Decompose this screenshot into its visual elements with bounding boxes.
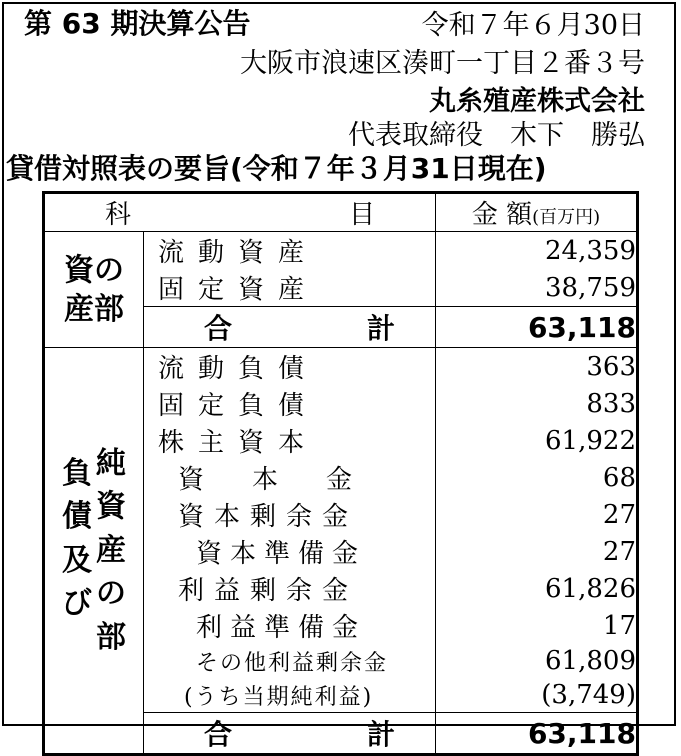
group-char: 産 [96,532,126,568]
company-address: 大阪市浪速区湊町一丁目２番３号 [240,48,645,79]
liability-row-label: 固定負債 [144,385,436,422]
liability-row-label: 利益準備金 [144,607,436,644]
representative: 代表取締役 木下 勝弘 [348,120,645,151]
group-char: び [62,586,92,622]
table-row [44,232,638,270]
header-item-left: 科 [105,200,132,230]
header-item [44,193,436,232]
company-name: 丸糸殖産株式会社 [429,86,645,117]
header-amount [436,193,638,232]
header-unit: (百万円) [532,207,601,228]
liability-row-label: 株主資本 [144,422,436,459]
assets-group-line1: 資の [64,252,124,288]
group-char: 及 [62,542,92,578]
group-char: 債 [62,499,92,535]
liability-row-value: 17 [436,607,638,644]
asset-row-value: 24,359 [436,232,638,270]
liability-row-label: 資本準備金 [144,533,436,570]
group-char: 純 [96,445,126,481]
liability-row-label: 資本剰余金 [144,496,436,533]
liability-row-value: 61,809 [436,644,638,678]
group-char: 負 [62,455,92,491]
assets-total-value: 63,118 [436,307,638,348]
group-char: 部 [96,619,126,655]
liabilities-total-label: 合 計 [144,713,436,755]
liability-row-value: 68 [436,459,638,496]
assets-group-label [44,232,144,348]
liability-row-value: 833 [436,385,638,422]
liability-row-label: 資本金 [144,459,436,496]
group-char: 資 [96,489,126,525]
balance-sheet-title: 貸借対照表の要旨(令和７年３月31日現在) [6,152,547,185]
group-char: の [96,576,126,612]
liability-row-value: 61,922 [436,422,638,459]
asset-row-label: 固定資産 [144,269,436,307]
liability-row-value: (3,749) [436,678,638,713]
header-amount-label: 金 額 [471,200,533,230]
liability-row-label: その他利益剰余金 [144,644,436,678]
header-item-right: 目 [348,200,375,230]
balance-sheet-table [42,191,639,756]
liability-row-value: 27 [436,533,638,570]
liability-row-label: (うち当期純利益) [144,678,436,713]
liability-row-value: 61,826 [436,570,638,607]
liabilities-total-value: 63,118 [436,713,638,755]
asset-row-value: 38,759 [436,269,638,307]
notice-date: 令和７年６月30日 [421,10,645,41]
liability-row-label: 流動負債 [144,348,436,386]
liabilities-group-label [44,348,144,755]
liability-row-value: 27 [436,496,638,533]
assets-total-label: 合 計 [144,307,436,348]
table-header-row [44,193,638,232]
table-row [44,348,638,386]
asset-row-label: 流動資産 [144,232,436,270]
liability-row-value: 363 [436,348,638,386]
assets-group-line2: 産部 [64,291,124,327]
liability-row-label: 利益剰余金 [144,570,436,607]
period-title: 第 63 期決算公告 [24,7,251,40]
